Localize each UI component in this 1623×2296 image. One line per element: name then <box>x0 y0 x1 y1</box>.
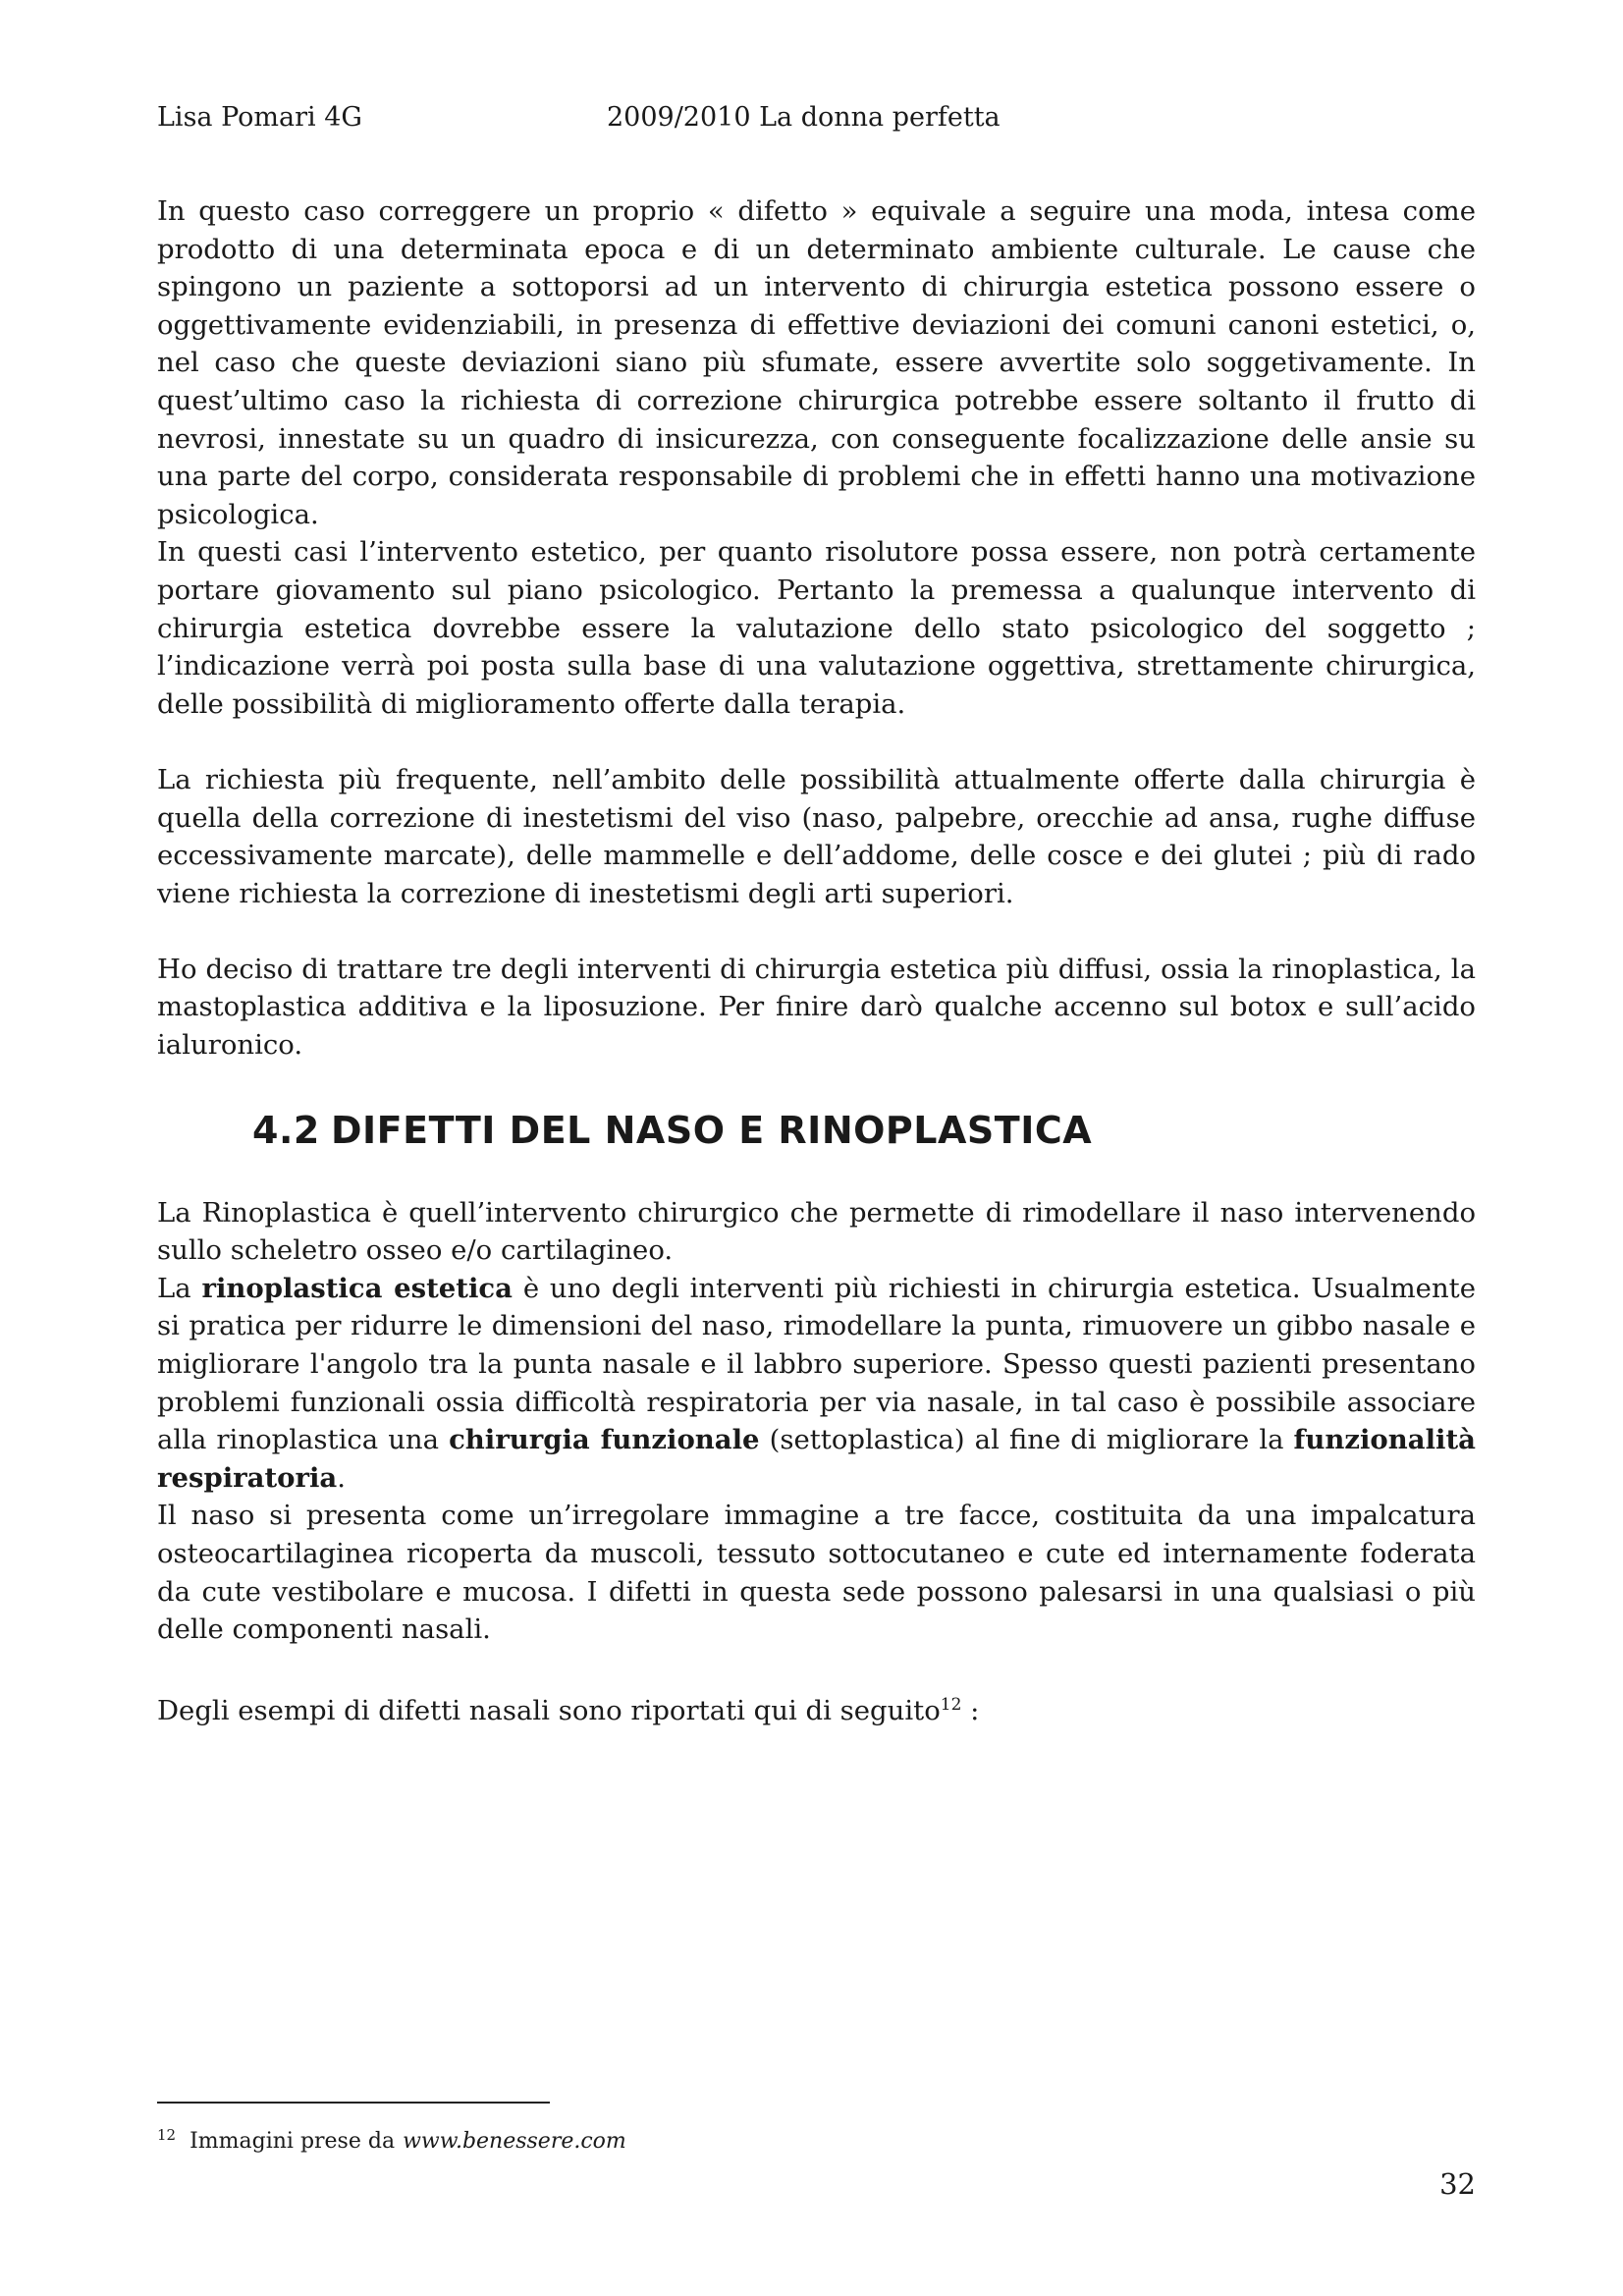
text-run: Degli esempi di difetti nasali sono riportati qui di seguito <box>157 1695 941 1727</box>
paragraph: In questi casi l’intervento estetico, per quanto risolutore possa essere, non potrà certamente portare giovamento sul piano psicologico. Pertanto la premessa a qualunque intervento di chirurgia estetica dovrebbe essere la valutazione dello stato psicologico del soggetto ; l’indicazione verrà poi posta sulla base di una valutazione oggettiva, strettamente chirurgica, delle possibilità di miglioramento offerte dalla terapia. <box>157 536 1476 720</box>
bold-term: chirurgia funzionale <box>449 1424 760 1456</box>
bold-term: funzionalità respiratoria <box>157 1424 1476 1494</box>
text-run: La <box>157 1272 202 1304</box>
section-heading <box>252 1106 1476 1155</box>
paragraph: La Rinoplastica è quell’intervento chirurgico che permette di rimodellare il naso intervenendo sullo scheletro osseo e/o cartilagineo. <box>157 1196 1476 1267</box>
section-title: DIFETTI DEL NASO E RINOPLASTICA <box>331 1108 1093 1152</box>
text-run: (settoplastica) al fine di migliorare la <box>759 1424 1294 1456</box>
text-run: : <box>961 1695 980 1727</box>
header-author: Lisa Pomari 4G <box>157 102 362 133</box>
footnote-separator <box>157 2102 550 2104</box>
page-number: 32 <box>1439 2167 1476 2201</box>
text-run: è uno degli interventi più richiesti in chirurgia estetica. Usualmente si pratica per ridurre le dimensioni del naso, rimodellare la punta, rimuovere un gibbo nasale e migliorare l'angolo tra la punta nasale e il labbro superiore. Spesso questi pazienti presentano problemi funzionali ossia difficoltà respiratoria per via nasale, in tal caso è possibile associare alla rinoplastica una <box>157 1272 1476 1456</box>
body-text <box>157 192 1476 1730</box>
paragraph: Ho deciso di trattare tre degli interventi di chirurgia estetica più diffusi, ossia la rinoplastica, la mastoplastica additiva e la liposuzione. Per finire darò qualche accenno sul botox e sull’acido ialuronico. <box>157 953 1476 1062</box>
footnote <box>157 2119 626 2158</box>
page-header <box>157 98 1476 137</box>
footnote-link[interactable]: www.benessere.com <box>403 2129 626 2154</box>
text-run: . <box>337 1461 346 1494</box>
paragraph-gap <box>157 723 1476 761</box>
header-title: 2009/2010 La donna perfetta <box>607 102 1001 133</box>
paragraph-gap <box>157 1649 1476 1687</box>
footnote-marker: 12 <box>157 2126 177 2144</box>
footnote-reference[interactable]: 12 <box>940 1695 962 1716</box>
paragraph: La richiesta più frequente, nell’ambito delle possibilità attualmente offerte dalla chirurgia è quella della correzione di inestetismi del viso (naso, palpebre, orecchie ad ansa, rughe diffuse eccessivamente marcate), delle mammelle e dell’addome, delle cosce e dei glutei ; più di rado viene richiesta la correzione di inestetismi degli arti superiori. <box>157 763 1476 909</box>
bold-term: rinoplastica estetica <box>201 1272 513 1304</box>
paragraph <box>157 1686 1476 1730</box>
paragraph-gap <box>157 912 1476 951</box>
paragraph <box>157 1270 1476 1498</box>
footnote-text: Immagini prese da <box>189 2129 396 2154</box>
section-number: 4.2 <box>252 1108 320 1152</box>
paragraph: Il naso si presenta come un’irregolare immagine a tre facce, costituita da una impalcatura osteocartilaginea ricoperta da muscoli, tessuto sottocutaneo e cute ed internamente foderata da cute vestibolare e mucosa. I difetti in questa sede possono palesarsi in una qualsiasi o più delle componenti nasali. <box>157 1500 1476 1646</box>
paragraph: In questo caso correggere un proprio « difetto » equivale a seguire una moda, intesa come prodotto di una determinata epoca e di un determinato ambiente culturale. Le cause che spingono un paziente a sottoporsi ad un intervento di chirurgia estetica possono essere o oggettivamente evidenziabili, in presenza di effettive deviazioni dei comuni canoni estetici, o, nel caso che queste deviazioni siano più sfumate, essere avvertite solo soggetivamente. In quest’ultimo caso la richiesta di correzione chirurgica potrebbe essere soltanto il frutto di nevrosi, innestate su un quadro di insicurezza, con conseguente focalizzazione delle ansie su una parte del corpo, considerata responsabile di problemi che in effetti hanno una motivazione psicologica. <box>157 195 1476 530</box>
